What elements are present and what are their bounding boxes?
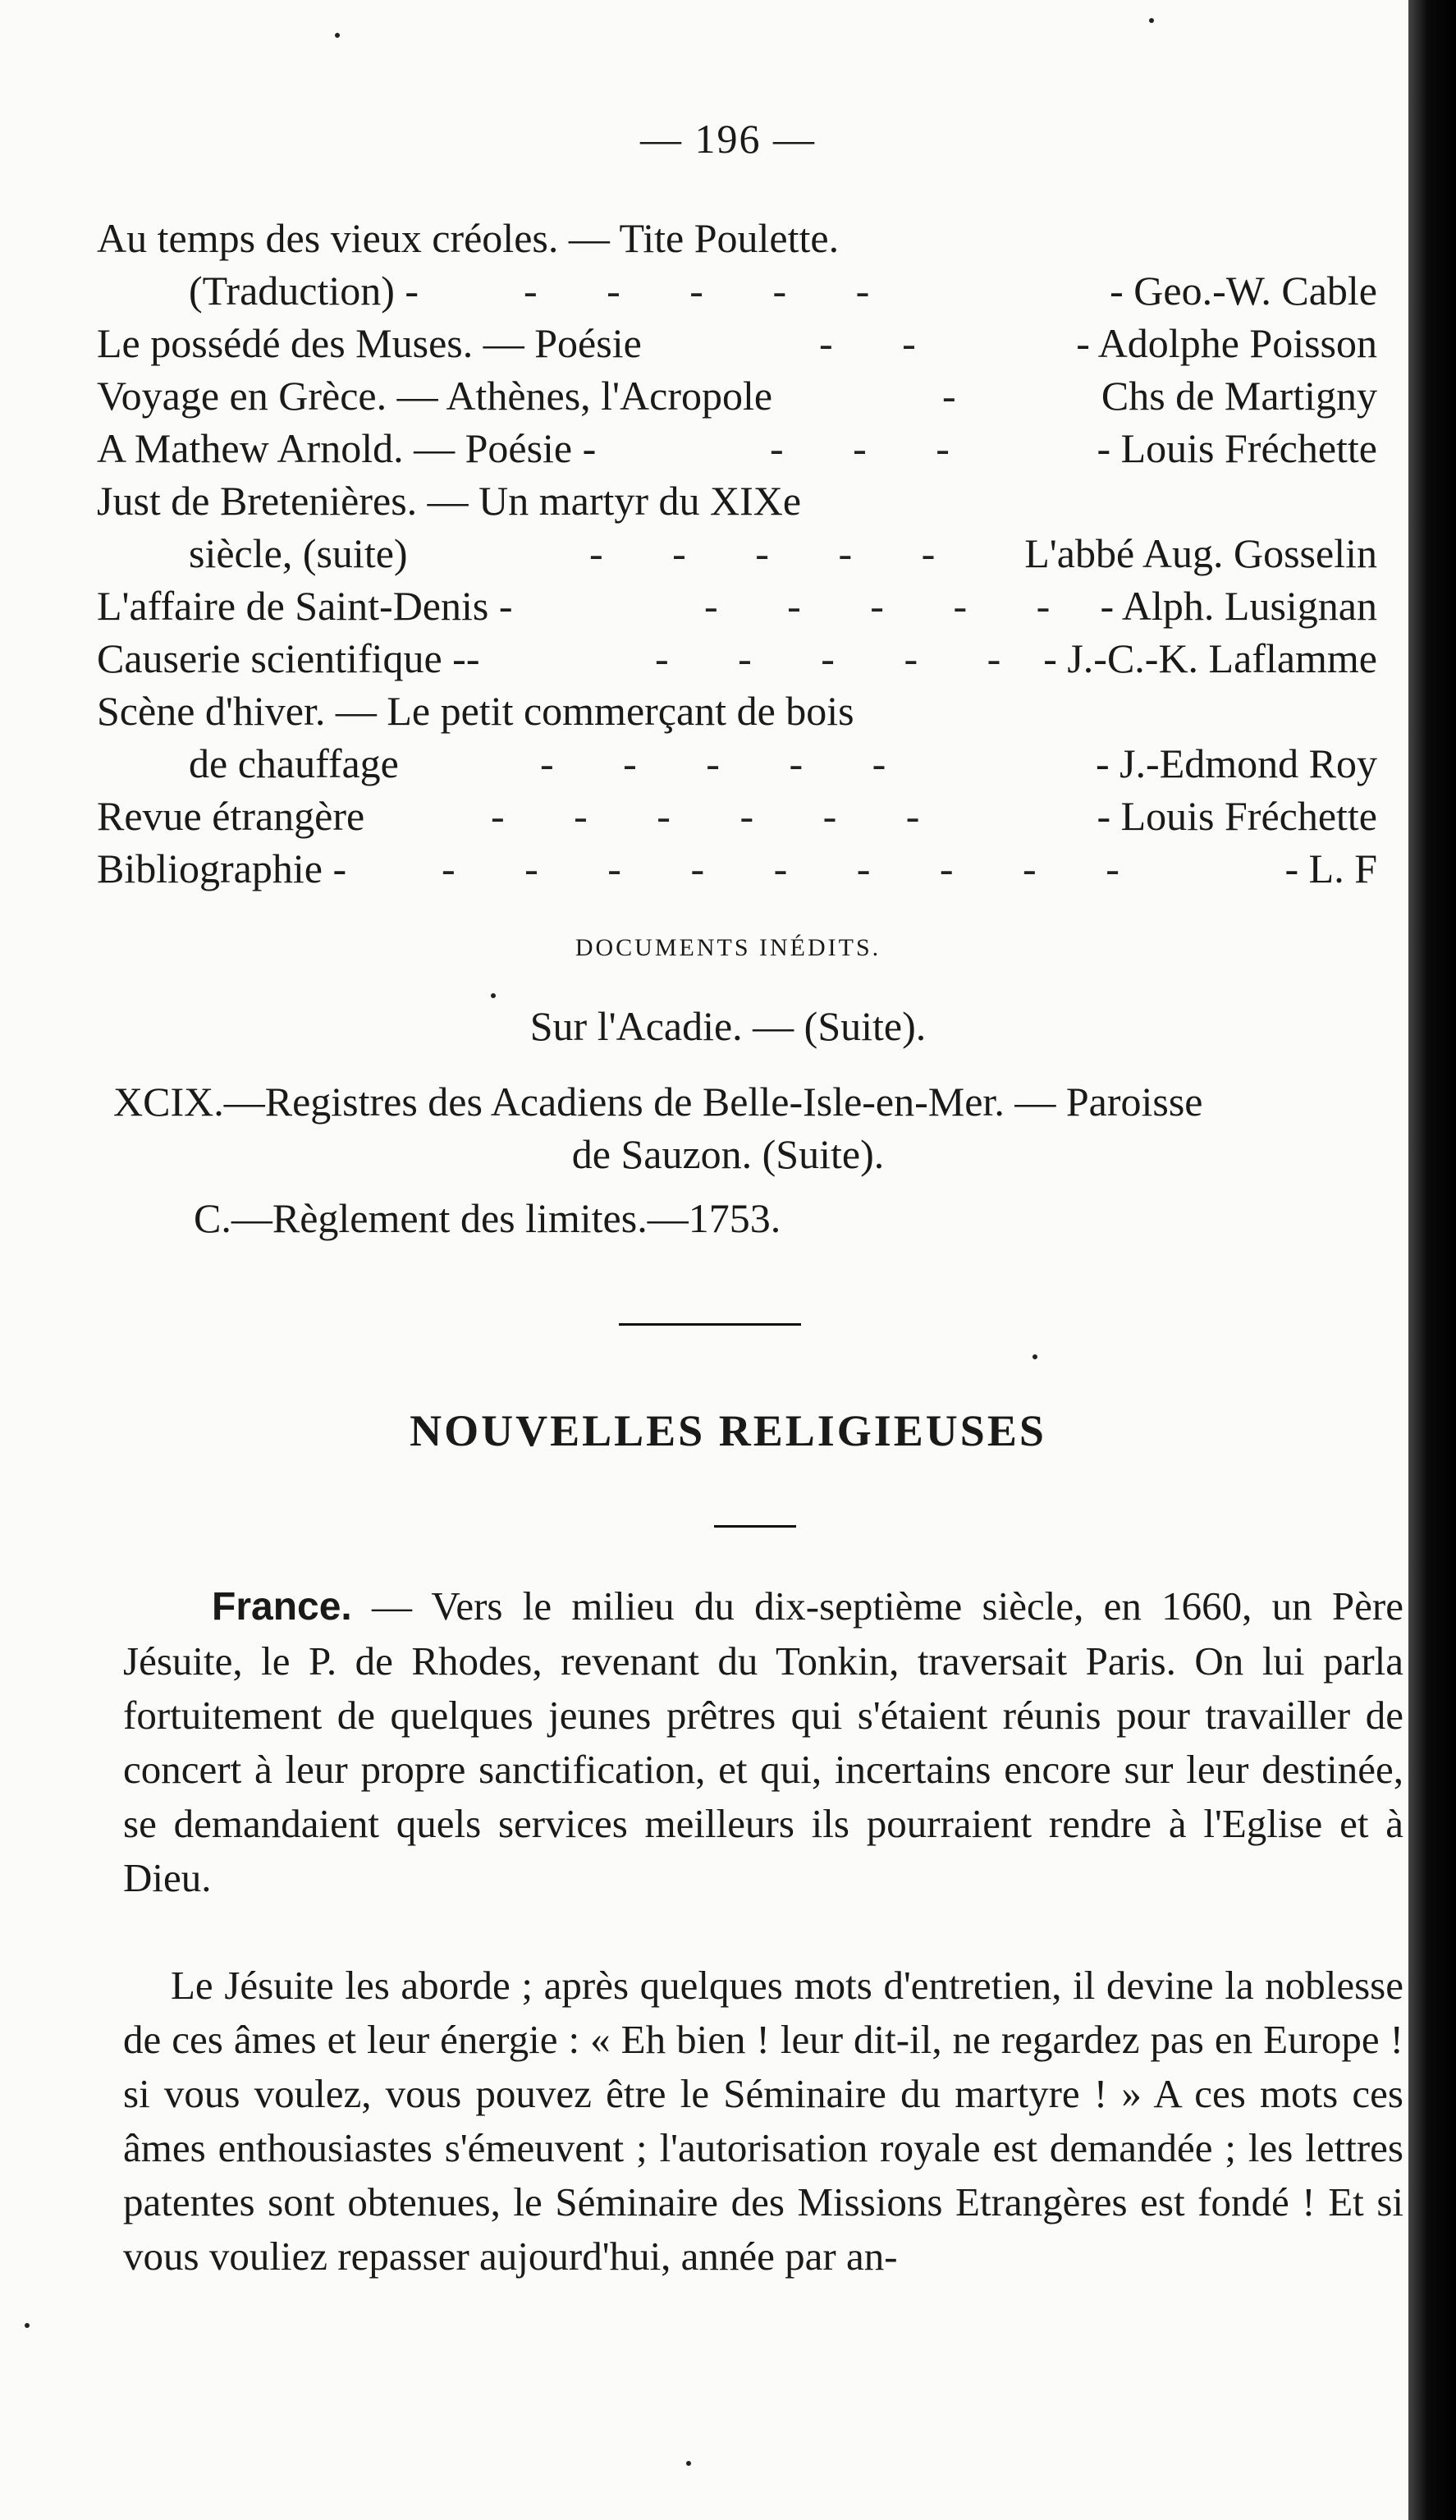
toc-entry (97, 737, 1377, 790)
dot-leaders: - - - - - (589, 530, 965, 576)
page-number: — 196 — (640, 116, 816, 162)
toc-title: de chauffage (189, 740, 399, 786)
toc-title: Voyage en Grèce. — Athènes, l'Acropole (97, 373, 773, 419)
body-paragraph (123, 1959, 1403, 2284)
dot-leaders: - - - - - (704, 583, 1080, 629)
toc-author: - Louis Fréchette (1097, 793, 1377, 839)
toc-author: - Alph. Lusignan (1100, 583, 1377, 629)
toc-entry (97, 685, 1377, 737)
toc-title: Au temps des vieux créoles. — Tite Poulette. (97, 215, 840, 261)
scan-speck (1032, 1354, 1037, 1359)
section-divider (619, 1323, 801, 1326)
document-item-continued: de Sauzon. (Suite). (571, 1131, 885, 1177)
section-heading: NOUVELLES RELIGIEUSES (410, 1406, 1046, 1455)
toc-title: Causerie scientifique -- (97, 635, 480, 681)
dot-leaders: - - - - - (655, 635, 1031, 681)
toc-entry (97, 317, 1377, 369)
toc-author: L'abbé Aug. Gosselin (1024, 530, 1377, 576)
paragraph-text: — Vers le milieu du dix-septième siècle, en 1660, un Père Jésuite, le P. de Rhodes, revenant du Tonkin, traversait Paris. On lui parla fortuitement de quelques jeunes prêtres qui s'étaient réunis pour travailler de concert à leur propre sanctification, et qui, incertains encore sur leur destinée, se demandaient quels services meilleurs ils pourraient rendre à l'Eglise et à Dieu. (123, 1583, 1403, 1900)
document-item: C.—Règlement des limites.—1753. (194, 1195, 781, 1241)
dot-leaders: - (942, 373, 986, 419)
scan-speck (25, 2323, 30, 2328)
toc-author: - Adolphe Poisson (1076, 320, 1377, 366)
dot-leaders: - - - - - - - - - (442, 845, 1149, 891)
dot-leaders: - - - - - (524, 268, 900, 314)
toc-entry (97, 632, 1377, 685)
toc-title: A Mathew Arnold. — Poésie - (97, 425, 597, 471)
dot-leaders: - - (819, 320, 945, 366)
toc-title: Bibliographie - (97, 845, 347, 891)
toc-entry (97, 474, 1377, 527)
toc-entry (97, 580, 1377, 632)
toc-entry (97, 212, 1377, 264)
toc-entry (97, 790, 1377, 842)
dot-leaders: - - - - - - (491, 793, 950, 839)
binding-edge (1408, 0, 1456, 2520)
scan-speck (335, 33, 340, 38)
toc-entry (97, 527, 1377, 580)
toc-title: (Traduction) - (189, 268, 419, 314)
paragraph-lead: France. (212, 1585, 352, 1629)
heading-underline (714, 1525, 796, 1528)
toc-author: - Geo.-W. Cable (1110, 268, 1377, 314)
toc-author: - Louis Fréchette (1097, 425, 1377, 471)
documents-subtitle: Sur l'Acadie. — (Suite). (529, 1003, 927, 1049)
toc-entry (97, 369, 1377, 422)
dot-leaders: - - - (770, 425, 979, 471)
toc-author: - L. F (1284, 845, 1377, 891)
dot-leaders: - - - - - (540, 740, 916, 786)
toc-author: - J.-C.-K. Laflamme (1043, 635, 1377, 681)
toc-title: Revue étrangère (97, 793, 365, 839)
toc-author: - J.-Edmond Roy (1095, 740, 1377, 786)
toc-title: Scène d'hiver. — Le petit commerçant de bois (97, 688, 854, 734)
body-paragraph (123, 1579, 1403, 1905)
toc-title: Le possédé des Muses. — Poésie (97, 320, 642, 366)
toc-entry (97, 422, 1377, 474)
toc-title: siècle, (suite) (189, 530, 408, 576)
paragraph-text: Le Jésuite les aborde ; après quelques mots d'entretien, il devine la noblesse de ces âmes et leur énergie : « Eh bien ! leur dit-il, ne regardez pas en Europe ! si vous voulez, vous pouvez être le Séminaire du martyre ! » A ces mots ces âmes enthousiastes s'émeuvent ; l'autorisation royale est demandée ; les lettres patentes sont obtenues, le Séminaire des Missions Etrangères est fondé ! Et si vous vouliez repasser aujourd'hui, année par an- (123, 1963, 1403, 2279)
toc-author: Chs de Martigny (1101, 373, 1377, 419)
toc-title: L'affaire de Saint-Denis - (97, 583, 513, 629)
document-item: XCIX.—Registres des Acadiens de Belle-Isle-en-Mer. — Paroisse (113, 1079, 1203, 1125)
scan-speck (686, 2461, 691, 2466)
toc-entry (97, 264, 1377, 317)
scan-speck (491, 993, 496, 998)
scan-speck (1149, 18, 1154, 23)
toc-title: Just de Bretenières. — Un martyr du XIXe (97, 478, 802, 524)
toc-entry (97, 842, 1377, 895)
documents-label: DOCUMENTS INÉDITS. (575, 934, 881, 961)
